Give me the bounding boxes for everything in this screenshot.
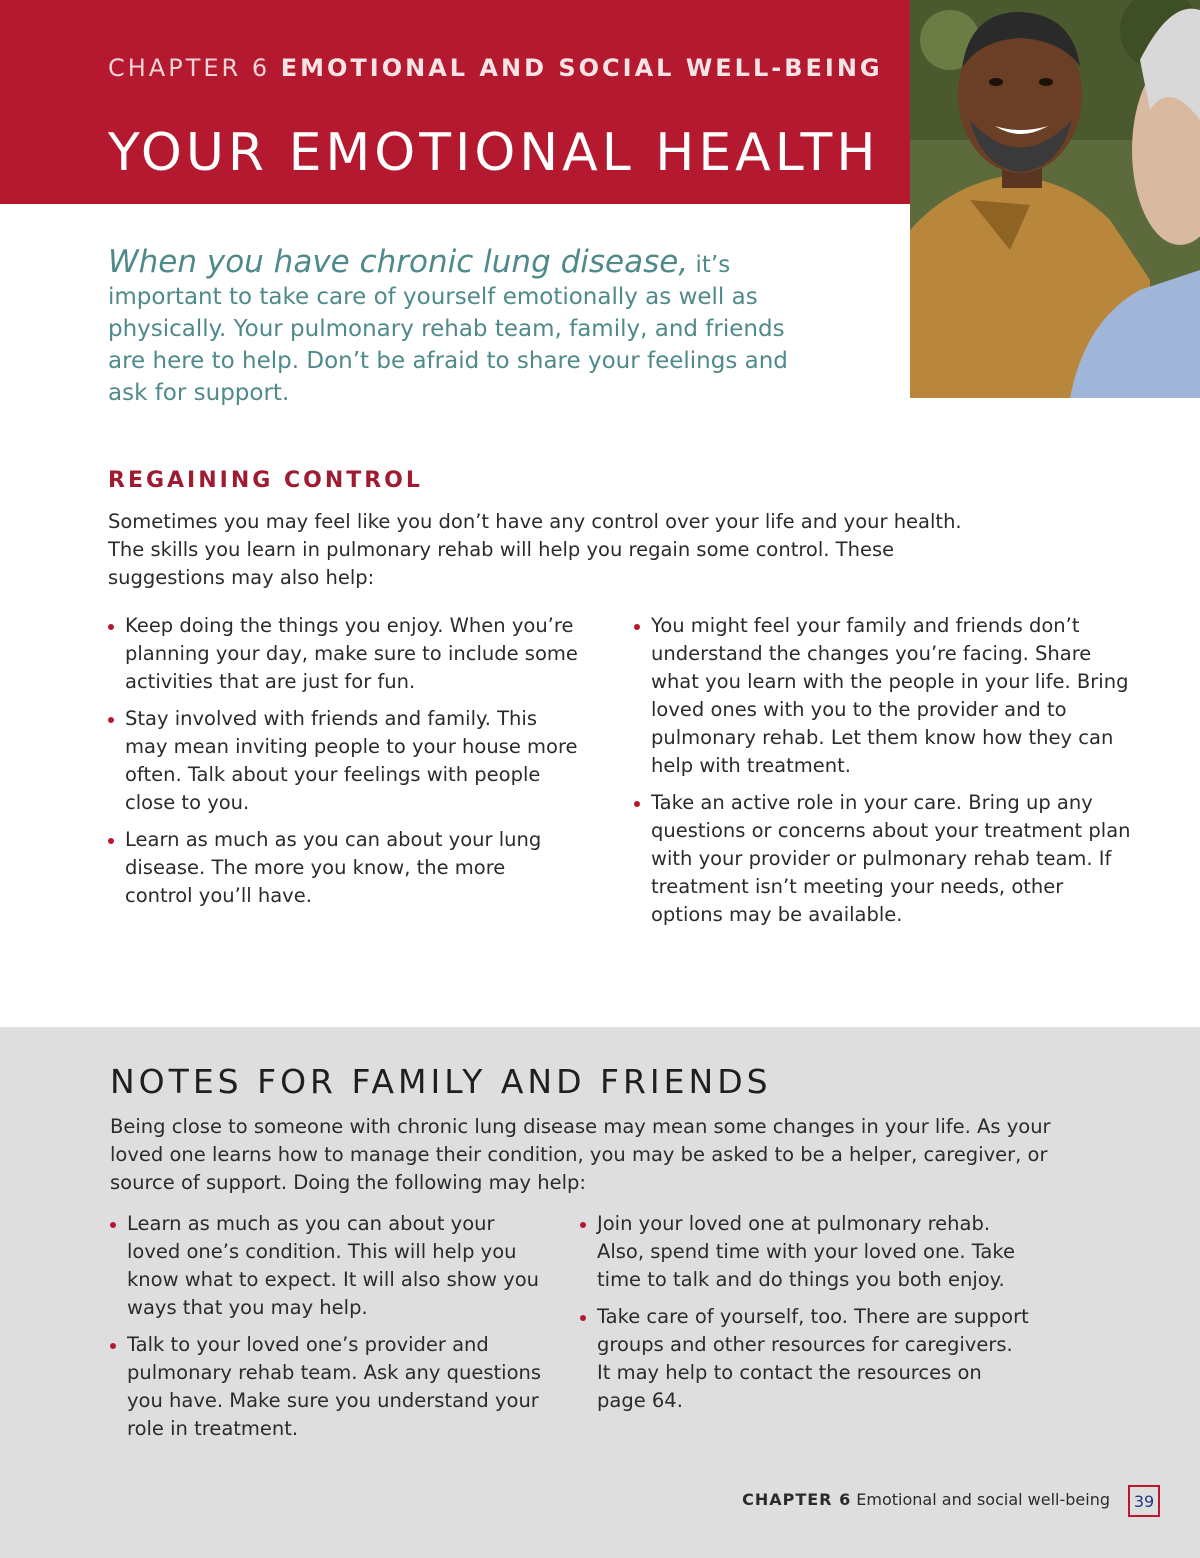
list-item-text: You might feel your family and friends don’t understand the changes you’re facing. Share what you learn with the people in your life. Bring loved ones with you to the provider and to pulmonary rehab. Let them know how they can help with treatment. [651, 614, 1129, 777]
list-item [580, 1303, 1030, 1415]
list-item-text: Keep doing the things you enjoy. When you’re planning your day, make sure to include some activities that are just for fun. [125, 614, 578, 693]
footer-chapter-label: CHAPTER 6 [742, 1490, 852, 1509]
list-item [580, 1210, 1030, 1294]
bullet-icon [108, 624, 114, 630]
regaining-control-right-list [634, 612, 1134, 938]
list-item-text: Take an active role in your care. Bring up any questions or concerns about your treatment plan with your provider or pulmonary rehab team. If treatment isn’t meeting your needs, other options may be available. [651, 791, 1131, 926]
bullet-icon [110, 1343, 116, 1349]
bullet-icon [580, 1222, 586, 1228]
list-item [110, 1331, 550, 1443]
page-title: YOUR EMOTIONAL HEALTH [108, 122, 880, 183]
photo-smiling-man [910, 0, 1200, 398]
chapter-name: EMOTIONAL AND SOCIAL WELL-BEING [280, 54, 883, 82]
intro-paragraph [108, 246, 788, 409]
notes-heading: NOTES FOR FAMILY AND FRIENDS [110, 1062, 772, 1101]
page-number: 39 [1128, 1485, 1160, 1517]
notes-left-list [110, 1210, 550, 1452]
list-item-text: Talk to your loved one’s provider and pulmonary rehab team. Ask any questions you have. Make sure you understand your role in treatment. [127, 1333, 542, 1440]
list-item-text: Take care of yourself, too. There are support groups and other resources for caregivers. It may help to contact the resources on page 64. [597, 1305, 1029, 1412]
regaining-control-left-list [108, 612, 578, 919]
bullet-icon [634, 801, 640, 807]
bullet-icon [634, 624, 640, 630]
list-item-text: Join your loved one at pulmonary rehab. Also, spend time with your loved one. Take time to talk and do things you both enjoy. [597, 1212, 1015, 1291]
chapter-label: CHAPTER 6 [108, 54, 271, 82]
photo-illustration [910, 0, 1200, 398]
regaining-control-heading: REGAINING CONTROL [108, 468, 423, 493]
list-item [110, 1210, 550, 1322]
intro-lead: When you have chronic lung disease, [108, 244, 689, 280]
list-item-text: Stay involved with friends and family. This may mean inviting people to your house more often. Talk about your feelings with people close to you. [125, 707, 578, 814]
list-item-text: Learn as much as you can about your lung disease. The more you know, the more control you’ll have. [125, 828, 542, 907]
list-item-text: Learn as much as you can about your loved one’s condition. This will help you know what to expect. It will also show you ways that you may help. [127, 1212, 540, 1319]
bullet-icon [110, 1222, 116, 1228]
notes-paragraph: Being close to someone with chronic lung disease may mean some changes in your life. As your loved one learns how to manage their condition, you may be asked to be a helper, caregiver, or source of support. Doing the following may help: [110, 1115, 1051, 1194]
footer-chapter [742, 1490, 1110, 1509]
chapter-line [108, 54, 883, 82]
footer-chapter-name: Emotional and social well-being [856, 1490, 1110, 1509]
list-item [634, 612, 1134, 780]
list-item [108, 826, 578, 910]
intro-body: it’s important to take care of yourself emotionally as well as physically. Your pulmonary rehab team, family, and friends are here to help. Don’t be afraid to share your feelings and ask for support. [108, 252, 788, 406]
notes-right-list [580, 1210, 1030, 1424]
list-item [108, 705, 578, 817]
bullet-icon [108, 838, 114, 844]
bullet-icon [108, 717, 114, 723]
list-item [634, 789, 1134, 929]
bullet-icon [580, 1315, 586, 1321]
regaining-control-paragraph: Sometimes you may feel like you don’t have any control over your life and your health. The skills you learn in pulmonary rehab will help you regain some control. These suggestions may also help: [108, 510, 962, 589]
list-item [108, 612, 578, 696]
